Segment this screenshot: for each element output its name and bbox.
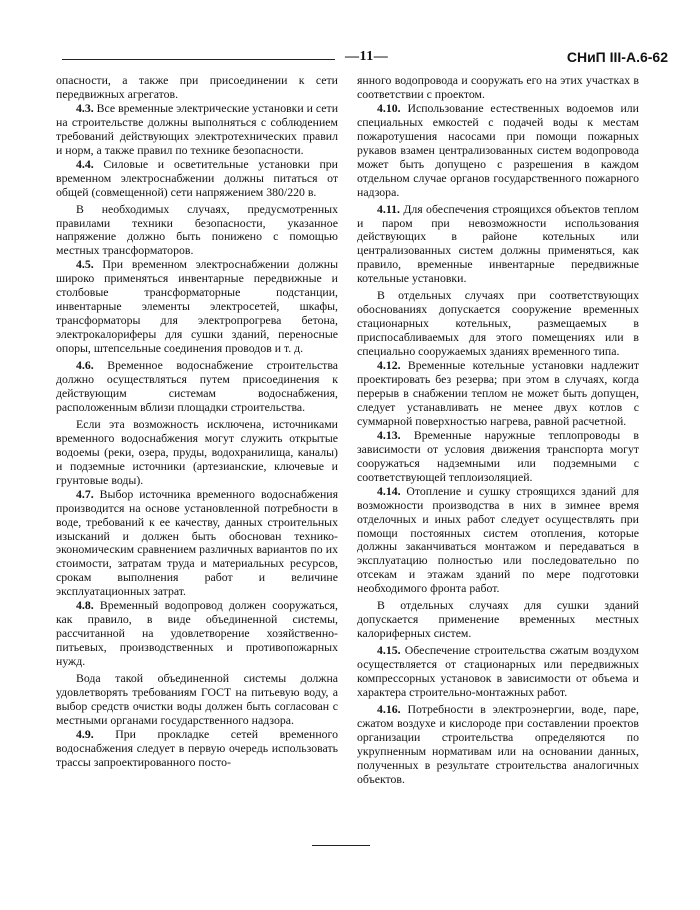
clause-text: Все временные электрические установки и сети на строительстве должны выполняться с соблюдением требований действующих электротехнических правил и норм, а также правил по технике безопасности.: [56, 100, 339, 157]
right-column: [357, 74, 639, 787]
clause-text: Потребности в электроэнергии, воде, паре, сжатом воздухе и кислороде при составлении проектов организации строительства определяются по укрупненным нормативам или на основании данных, полученных в результате строительства аналогичных объектов.: [357, 701, 639, 786]
clause-number: 4.7.: [76, 486, 94, 501]
clause-number: 4.9.: [76, 726, 94, 741]
clause-4-3: [56, 102, 338, 158]
clause-text: Временные наружные теплопроводы в зависимости от условия движения транспорта могут сооружаться надземными или подземными с соответствующей теплоизоляцией.: [357, 427, 639, 484]
clause-4-6: [56, 359, 338, 415]
clause-4-11: [357, 203, 639, 287]
paragraph: [56, 672, 338, 728]
paragraph: [56, 418, 338, 488]
clause-text: Для обеспечения строящихся объектов теплом и паром при невозможности использования действующих в районе котельных или централизованных систем должны применяться, как правило, временные инвентарные передвижные котельные установки.: [357, 201, 639, 286]
clause-number: 4.14.: [377, 483, 401, 498]
clause-4-10: [357, 102, 639, 200]
paragraph: [357, 599, 639, 641]
clause-text: Временные котельные установки надлежит проектировать без резерва; при этом в случаях, когда перерыв в снабжении теплом не может быть допущен, следует устанавливать не менее двух котлов с суммарной поверхностью нагрева, равной расчетной.: [357, 358, 639, 428]
clause-text: При временном электроснабжении должны широко применяться инвентарные передвижные и столбовые трансформаторные подстанции, инвентарные элементы электросетей, шкафы, трансформаторы для электропрогрева бетона, электрокалориферы для сушки зданий, переносные опоры, штепсельные соединения проводов и т. д.: [56, 257, 338, 356]
clause-text: Выбор источника временного водоснабжения производится на основе установленной потребности в воде, требований к ее качеству, данных строительных изысканий и должен быть обоснован технико-экономическим сравнением различных вариантов по их стоимости, затратам труда и материальных ресурсов, срокам выполнения работ и величине эксплуатационных затрат.: [56, 486, 338, 599]
clause-number: 4.3.: [76, 100, 94, 115]
clause-4-12: [357, 359, 639, 429]
clause-number: 4.4.: [76, 156, 94, 171]
clause-text: При прокладке сетей временного водоснабжения следует в первую очередь использовать трассы запроектированного посто-: [56, 726, 338, 769]
clause-number: 4.6.: [76, 358, 94, 373]
paragraph-text: В отдельных случаях при соответствующих обоснованиях допускается сооружение временных стационарных котельных, размещаемых в приспосабливаемых для этого помещениях или в специально сооружаемых зданиях временного типа.: [357, 288, 639, 359]
clause-number: 4.13.: [377, 427, 401, 442]
paragraph: [56, 74, 338, 102]
clause-number: 4.16.: [377, 701, 401, 716]
clause-text: Обеспечение строительства сжатым воздухом осуществляется от стационарных или передвижных компрессорных установок в зависимости от объема и характера строительно-монтажных работ.: [357, 643, 639, 699]
clause-number: 4.8.: [76, 598, 94, 613]
paragraph-text: опасности, а также при присоединении к сети передвижных агрегатов.: [56, 73, 338, 101]
paragraph-text: Вода такой объединенной системы должна удовлетворять требованиям ГОСТ на питьевую воду, а выбор средств очистки воды должен быть согласован с местными органами государственного надзора.: [56, 671, 338, 727]
header-rule: [62, 59, 335, 60]
clause-text: Отопление и сушку строящихся зданий для возможности производства в них в зимнее время отделочных и иных работ следует осуществлять при помощи постоянных систем отопления, которые должны заканчиваться монтажом и передаваться в эксплуатацию полностью или последовательно по отсекам и этажам зданий по мере подготовки необходимого фронта работ.: [357, 483, 639, 596]
clause-4-13: [357, 429, 639, 485]
paragraph: [56, 203, 338, 259]
clause-number: 4.15.: [377, 643, 401, 658]
clause-4-8: [56, 599, 338, 669]
clause-number: 4.10.: [377, 100, 401, 115]
clause-text: Временный водопровод должен сооружаться, как правило, в виде объединенной системы, рассчитанной на удовлетворение хозяйственно-питьевых, производственных и противопожарных нужд.: [56, 598, 338, 669]
paragraph: [357, 74, 639, 102]
paragraph-text: Если эта возможность исключена, источниками временного водоснабжения могут служить открытые водоемы (реки, озера, пруды, водохранилища, каналы) и подземные источники (артезианские, ключевые и грунтовые воды).: [56, 416, 338, 487]
clause-number: 4.11.: [377, 201, 400, 216]
clause-4-15: [357, 644, 639, 700]
clause-number: 4.5.: [76, 257, 94, 272]
clause-number: 4.12.: [377, 358, 401, 373]
clause-4-16: [357, 703, 639, 787]
paragraph-text: В необходимых случаях, предусмотренных правилами техники безопасности, указанное напряжение должно быть понижено с помощью местных трансформаторов.: [56, 201, 338, 258]
document-code: СНиП III-А.6-62: [566, 49, 668, 65]
paragraph: [357, 289, 639, 359]
footer-rule: [312, 845, 370, 846]
clause-4-14: [357, 485, 639, 597]
clause-text: Временное водоснабжение строительства должно осуществляться путем присоединения к действующим системам водоснабжения, расположенным вблизи площадки строительства.: [56, 358, 338, 414]
paragraph-text: В отдельных случаях для сушки зданий допускается применение временных местных калориферных систем.: [357, 598, 639, 641]
clause-4-7: [56, 488, 338, 600]
page-number: —11—: [345, 49, 389, 64]
clause-text: Силовые и осветительные установки при временном электроснабжении должны питаться от общей (совмещенной) сети напряжением 380/220 в.: [56, 156, 338, 199]
clause-4-9: [56, 728, 338, 770]
paragraph-text: янного водопровода и сооружать его на этих участках в соответствии с проектом.: [357, 73, 639, 101]
clause-4-4: [56, 158, 338, 200]
clause-4-5: [56, 258, 338, 356]
clause-text: Использование естественных водоемов или специальных емкостей с подачей воды к местам пожаротушения насосами при помощи пожарных рукавов взамен централизованных систем водопровода может быть допущено с разрешения в каждом отдельном случае органов государственного пожарного надзора.: [357, 100, 639, 199]
left-column: [56, 74, 338, 770]
